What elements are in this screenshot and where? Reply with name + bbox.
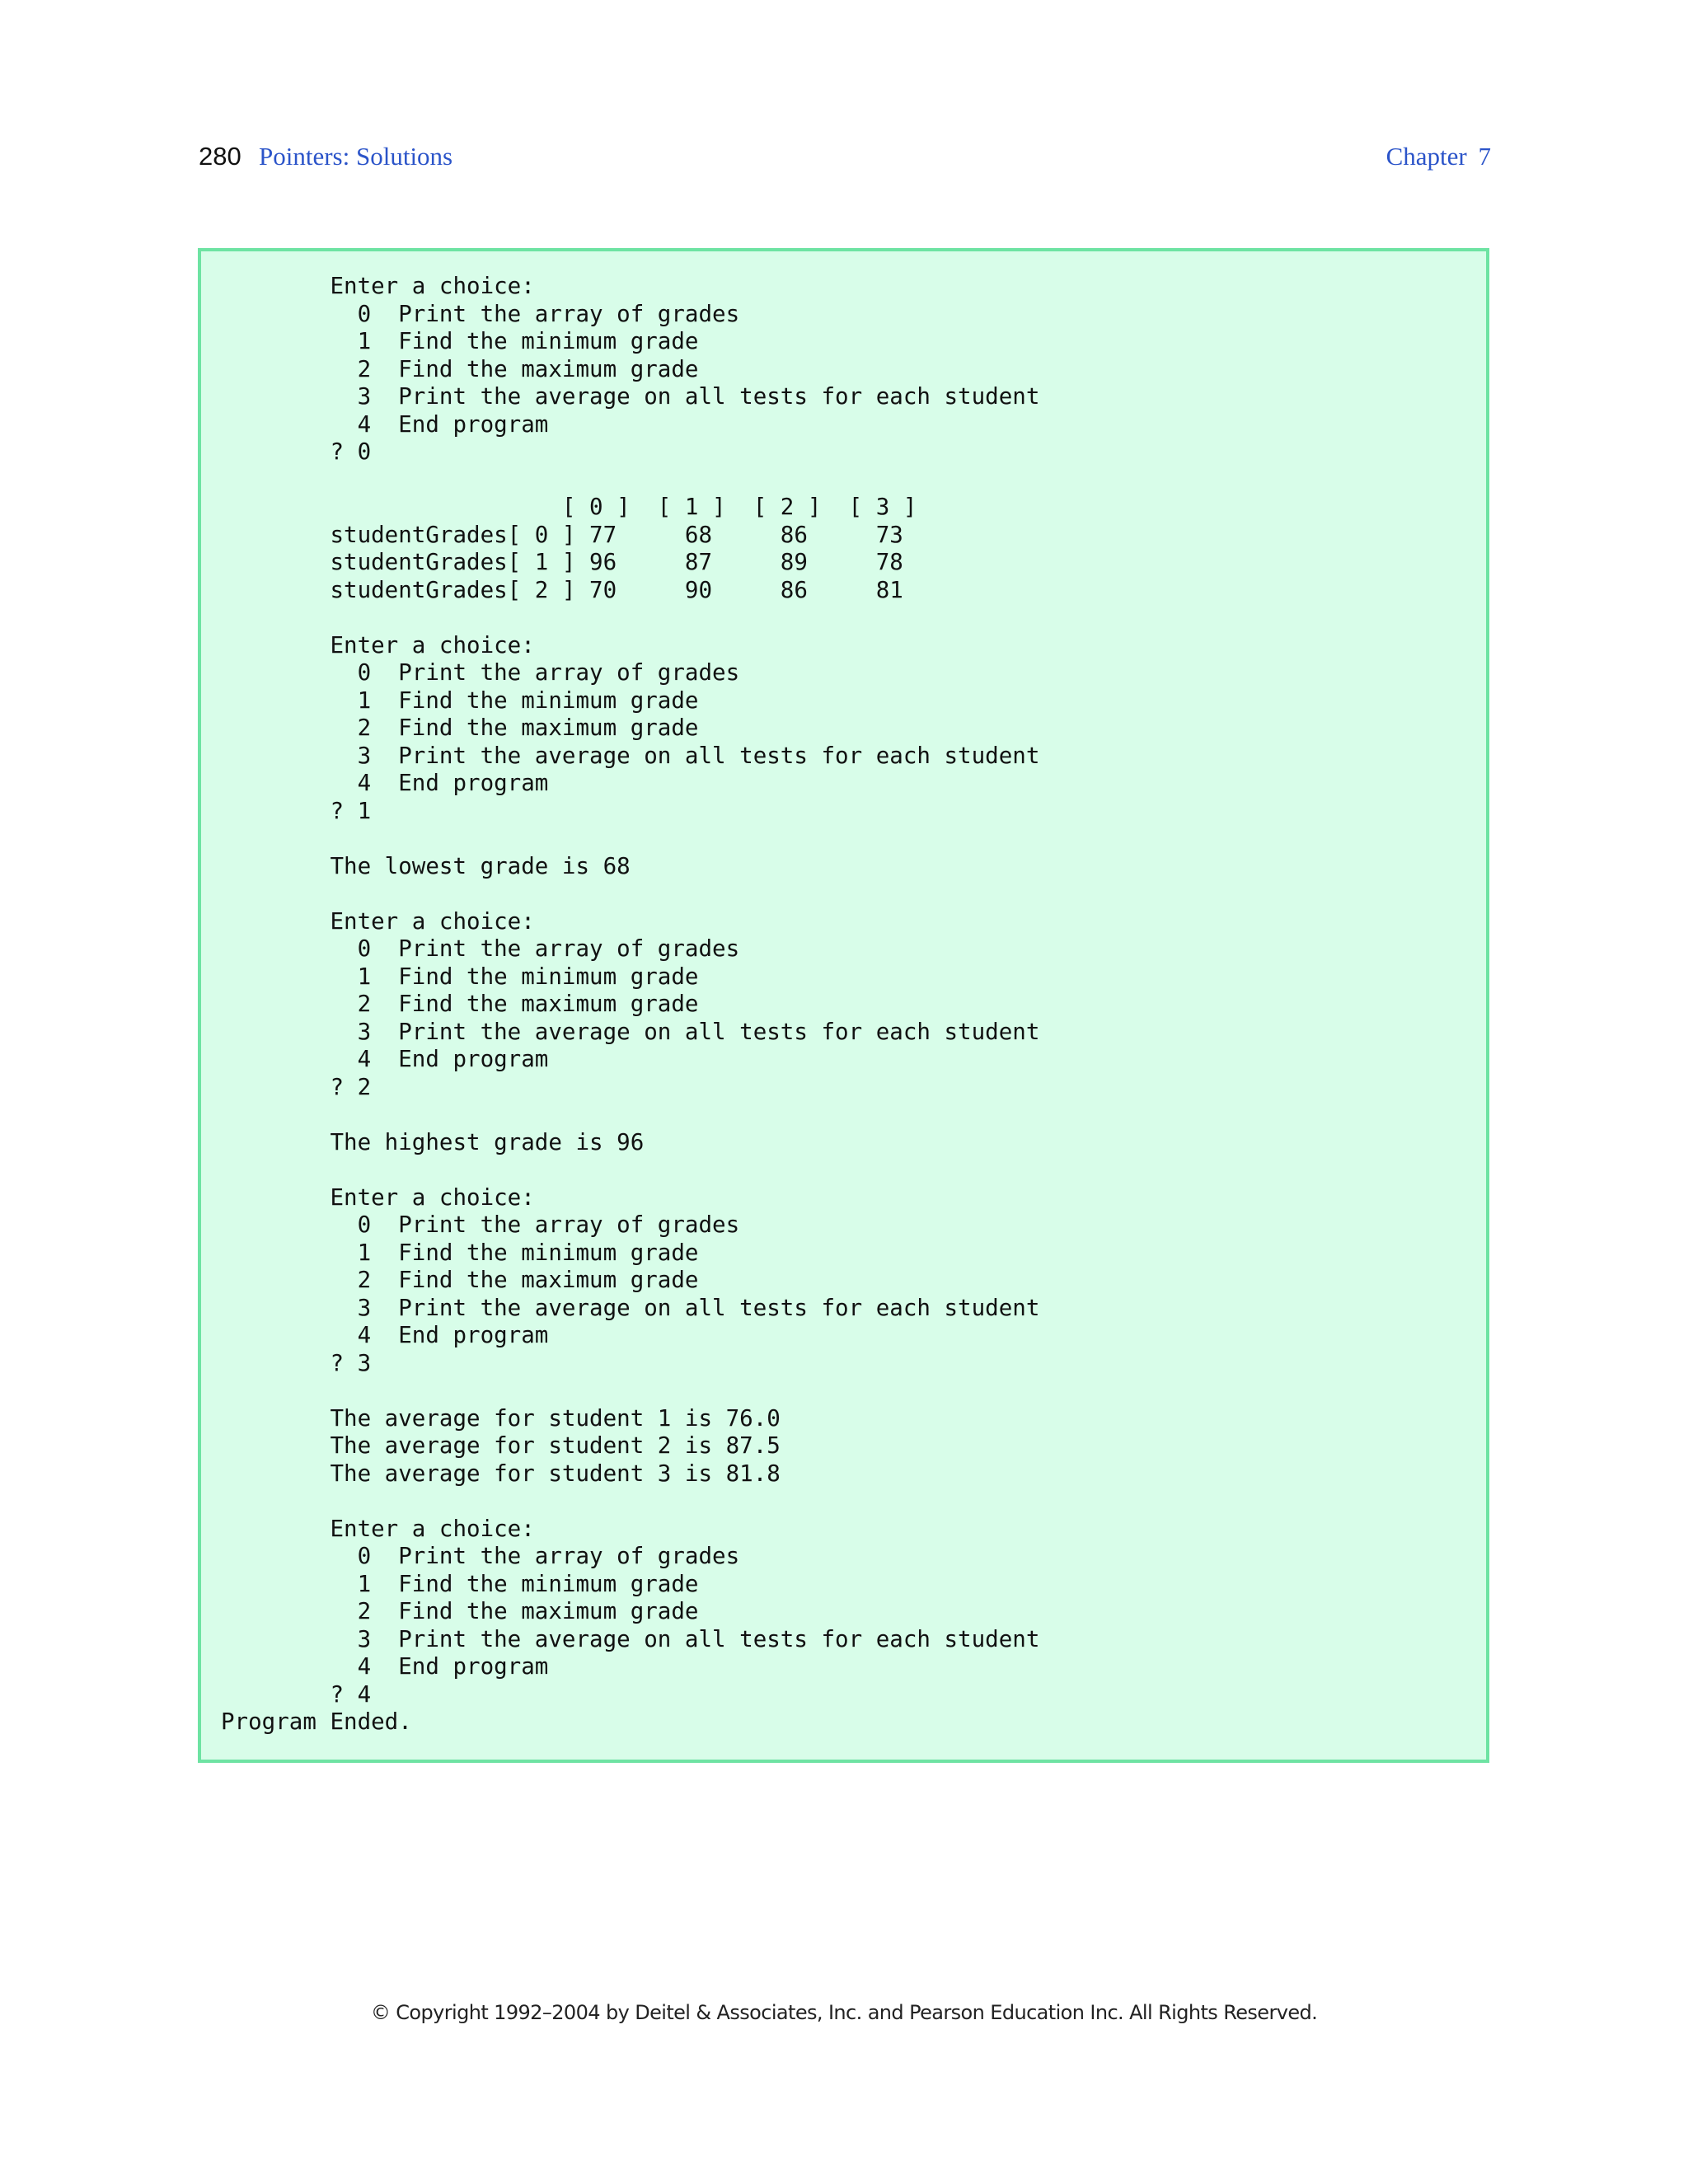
program-output-text: Enter a choice: 0 Print the array of grades 1 Find the minimum grade 2 Find the maximum grade 3 Print the average on all tests for each student 4 End program ? 0 [ 0 ] [ 1 ] [ 2 ] [ 3 ] studentGrades[ 0 ] 77 68 86 73 studentGrades[ 1 ] 96 87 89 78 studentGrades[ 2 ] 70 90 86 81 Enter a choice: 0 Print the array of grades 1 Find the minimum grade 2 Find the maximum grade 3 Print the average on all tests for each student 4 End program ? 1 The lowest grade is 68 Enter a choice: 0 Print the array of grades 1 Find the minimum grade 2 Find the maximum grade 3 Print the average on all tests for each student 4 End program ? 2 The highest grade is 96 Enter a choice: 0 Print the array of grades 1 Find the minimum grade 2 Find the maximum grade 3 Print the average on all tests for each student 4 End program ? 3 The average for student 1 is 76.0 The average for student 2 is 87.5 The average for student 3 is 81.8 Enter a choice: 0 Print the array of grades 1 Find the minimum grade 2 Find the maximum grade 3 Print the average on all tests for each student 4 End program ? 4 Program Ended.: [221, 273, 1040, 1735]
chapter-label: Chapter 7: [1386, 142, 1491, 171]
program-output-box: [198, 248, 1489, 1763]
page-header: [199, 140, 1491, 180]
copyright-footer: © Copyright 1992–2004 by Deitel & Associates, Inc. and Pearson Education Inc. All Rights Reserved.: [370, 2001, 1318, 2024]
section-title: Pointers: Solutions: [259, 142, 453, 171]
page-number: 280: [199, 142, 241, 171]
